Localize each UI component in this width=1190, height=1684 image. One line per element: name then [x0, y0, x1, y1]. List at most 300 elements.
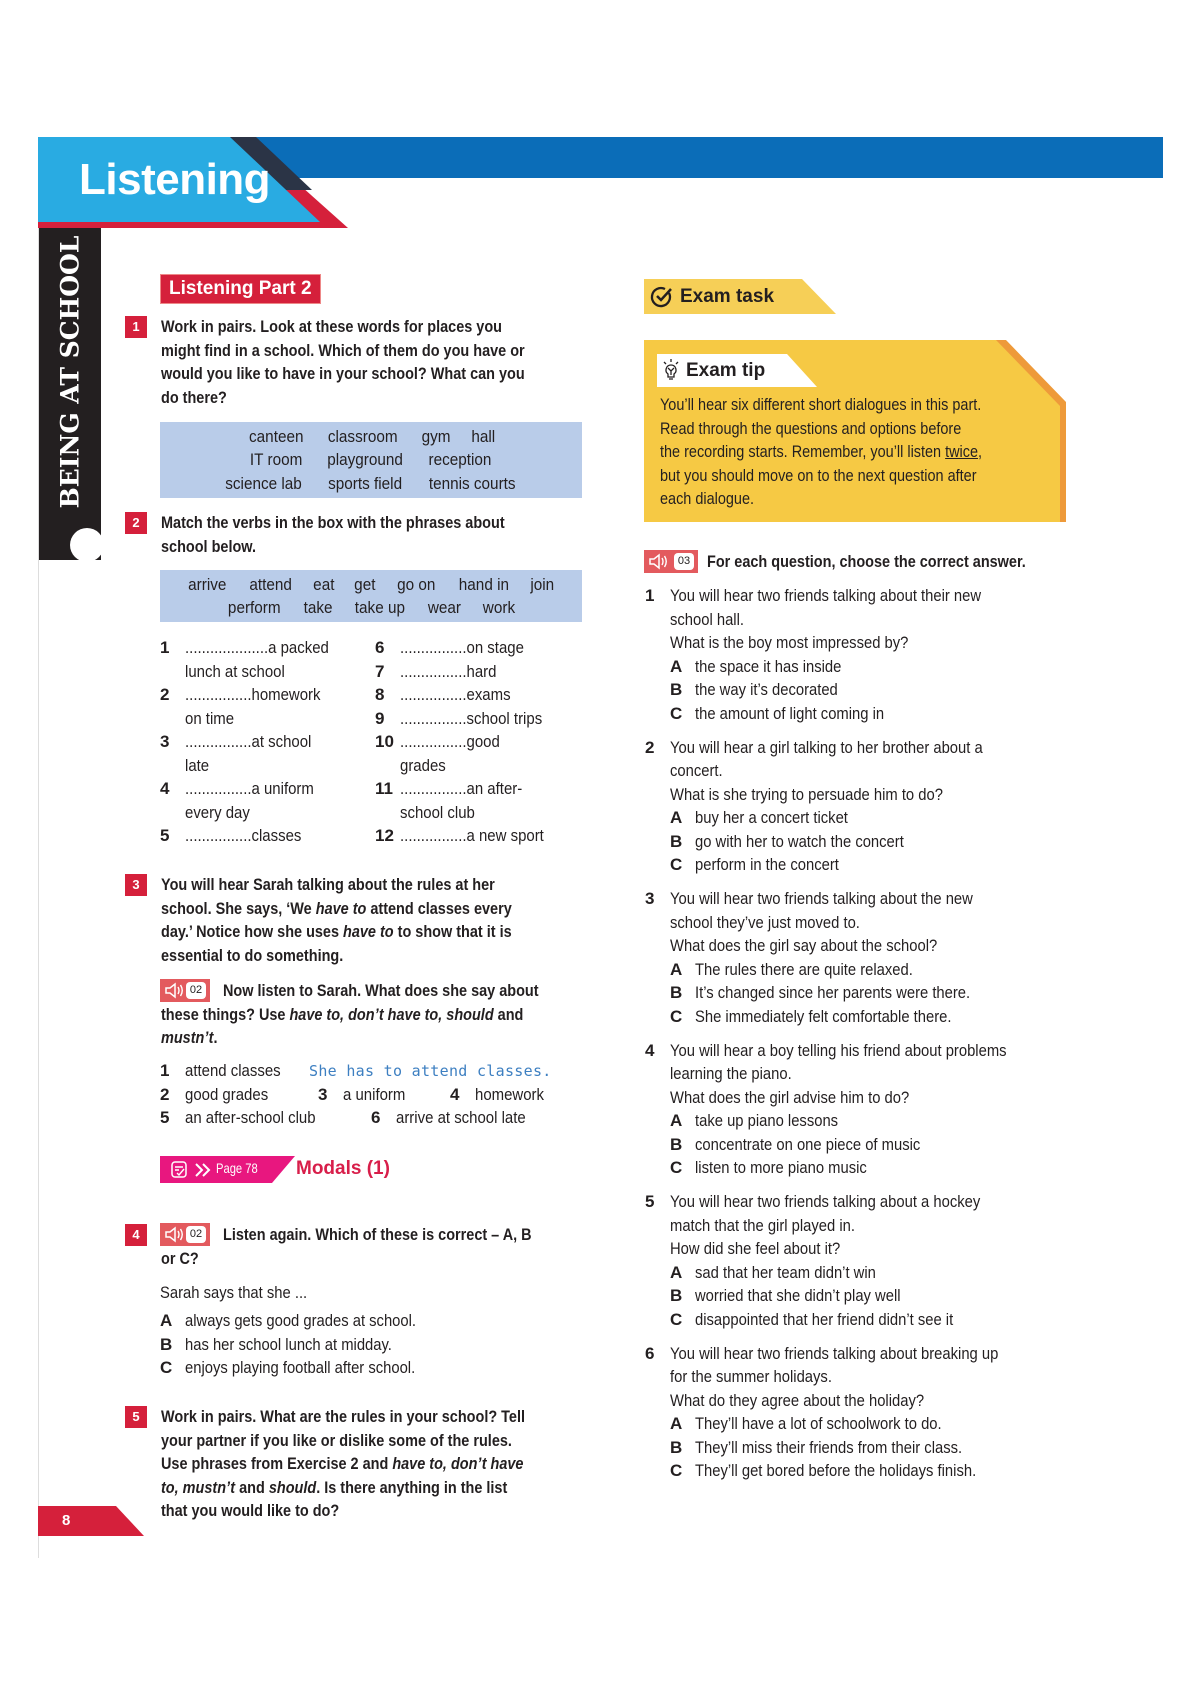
text-line [161, 1026, 539, 1050]
word-row [160, 596, 582, 620]
box-word: canteen [248, 427, 304, 446]
question-text: What does the girl say about the school? [670, 936, 938, 955]
question-context: You will hear two friends talking about the new [670, 889, 973, 908]
question-line [645, 1214, 1065, 1238]
answer-option[interactable] [670, 806, 1065, 830]
text-segment: the recording starts. Remember, you’ll listen [660, 442, 946, 461]
item-line [160, 730, 370, 754]
page-number: 8 [62, 1512, 71, 1529]
list-number: 6 [371, 1108, 381, 1127]
matching-item [160, 683, 370, 730]
option-text: They’ll miss their friends from their class. [695, 1437, 963, 1457]
question-context: match that the girl played in. [670, 1215, 855, 1235]
answer-blank: ................ [185, 779, 252, 798]
option-letter: A [670, 1262, 683, 1282]
answer-option[interactable] [670, 1133, 1065, 1157]
phrase-text: on stage [466, 638, 524, 657]
text-line [161, 511, 505, 535]
answer-option[interactable] [160, 1333, 451, 1357]
phrase-text: school club [400, 802, 475, 822]
text-line [161, 339, 525, 363]
item-phrase [185, 730, 311, 754]
page-number-tab [38, 1506, 144, 1536]
question-line [645, 783, 1065, 807]
option-text: They’ll have a lot of schoolwork to do. [695, 1414, 942, 1433]
option-text: the amount of light coming in [695, 703, 885, 723]
answer-blank: ................ [185, 826, 252, 845]
question-line [645, 736, 1065, 760]
answer-option[interactable] [670, 1308, 1065, 1332]
phrase-text: every day [185, 802, 250, 822]
text-segment: Use phrases from Exercise 2 and [161, 1454, 393, 1473]
text-line [161, 1429, 525, 1453]
phrase-text: a uniform [251, 779, 314, 798]
text-segment: . Is there anything in the list [316, 1477, 508, 1497]
list-number: 1 [160, 1061, 170, 1080]
question-context: You will hear two friends talking about a hockey [670, 1192, 981, 1211]
item-continuation [375, 801, 585, 825]
track-number: 02 [186, 982, 206, 999]
text-segment: Listen again. Which of these is correct – A, B [222, 1225, 532, 1244]
box-word: wear [427, 598, 461, 617]
item-phrase [400, 824, 544, 848]
text-segment: or C? [161, 1248, 199, 1268]
option-text: listen to more piano music [695, 1158, 867, 1177]
question-context: You will hear a girl talking to her brother about a [670, 737, 983, 757]
text-segment: school below. [161, 536, 257, 556]
listen-instruction-lines [161, 979, 605, 1050]
text-line [161, 944, 512, 968]
text-segment: to show that it is [393, 922, 512, 941]
text-line [161, 362, 525, 386]
question-number [645, 1062, 670, 1086]
list-text: homework [475, 1084, 545, 1104]
exam-question [645, 1342, 1065, 1483]
phrase-text: classes [251, 826, 302, 845]
option-letter: C [670, 1006, 683, 1026]
task-instruction [707, 550, 1082, 574]
exercise-number: 1 [125, 316, 147, 338]
question-text: What is she trying to persuade him to do? [670, 784, 943, 804]
exercise-number: 2 [125, 512, 147, 534]
question-line [645, 631, 1065, 655]
italic-text: have to [315, 898, 367, 918]
item-line [375, 730, 585, 754]
item-phrase [400, 707, 542, 731]
question-text: What do they agree about the holiday? [670, 1390, 925, 1410]
option-text: buy her a concert ticket [695, 808, 848, 827]
question-number: 6 [645, 1343, 655, 1363]
exam-question [645, 887, 1065, 1028]
answer-option[interactable] [670, 1261, 1065, 1285]
box-word: take [303, 598, 333, 617]
text-line [161, 1499, 525, 1523]
italic-text: should [268, 1477, 317, 1497]
exam-question [645, 1039, 1065, 1180]
option-letter: A [670, 1111, 683, 1130]
phrase-text: hard [466, 661, 497, 681]
text-segment: might find in a school. Which of them do you have or [161, 340, 525, 360]
question-line [645, 584, 1065, 608]
box-word: work [482, 598, 515, 617]
option-letter: C [670, 1461, 683, 1480]
word-row [160, 472, 582, 496]
instruction-text: For each question, choose the correct answer. [707, 552, 1026, 571]
stem-text: Sarah says that she ... [160, 1283, 308, 1302]
item-number: 4 [160, 779, 170, 798]
list-number: 2 [160, 1084, 170, 1104]
phrase-text: grades [400, 755, 446, 775]
option-text: She immediately felt comfortable there. [695, 1006, 952, 1026]
text-segment: You will hear Sarah talking about the rules at her [161, 875, 495, 894]
option-letter: B [670, 983, 683, 1002]
question-options [645, 1109, 1065, 1180]
text-segment: these things? Use [161, 1004, 290, 1024]
double-chevron-icon [194, 1163, 212, 1177]
box-word: playground [327, 450, 404, 469]
question-context: You will hear a boy telling his friend about problems [670, 1040, 1007, 1060]
matching-items-left [160, 636, 370, 848]
phrase-text: a packed [268, 638, 329, 657]
option-letter: B [670, 1286, 683, 1305]
text-segment: school. She says, ‘We [161, 898, 316, 918]
item-number: 2 [160, 685, 170, 704]
phrase-text: at school [251, 732, 312, 751]
handwritten-example-answer: She has to attend classes. [309, 1062, 552, 1080]
question-context: for the summer holidays. [670, 1367, 832, 1386]
audio-track-button[interactable] [644, 550, 698, 573]
option-letter: C [670, 1158, 683, 1177]
question-number: 3 [645, 889, 655, 908]
option-text: has her school lunch at midday. [185, 1334, 392, 1354]
text-line [660, 487, 982, 511]
question-line [645, 1342, 1065, 1366]
underlined-text: twice [945, 442, 979, 461]
question-options [645, 806, 1065, 877]
answer-option[interactable] [670, 702, 1065, 726]
answer-blank: ................ [185, 685, 252, 704]
unit-label: BEING AT SCHOOL [55, 235, 85, 509]
box-word: go on [397, 575, 436, 594]
question-line [645, 1062, 1065, 1086]
header-strip [230, 137, 1163, 178]
text-segment: Now listen to Sarah. What does she say about [222, 981, 539, 1000]
item-continuation [160, 801, 370, 825]
text-line [161, 535, 505, 559]
question-line [645, 934, 1065, 958]
item-number: 3 [160, 732, 170, 751]
answer-blank: ................ [400, 685, 467, 704]
workbook-icon [170, 1160, 190, 1179]
option-letter: C [670, 703, 683, 723]
list-text: arrive at school late [396, 1108, 526, 1127]
exercise-5-instruction [161, 1405, 589, 1523]
track-number: 03 [674, 553, 694, 570]
answer-option[interactable] [670, 1436, 1065, 1460]
option-text: perform in the concert [695, 855, 839, 874]
question-line [645, 911, 1065, 935]
item-continuation [160, 707, 370, 731]
exam-task-label: Exam task [680, 286, 775, 307]
text-segment: and [493, 1004, 524, 1024]
item-line [375, 777, 585, 801]
box-word: attend [248, 575, 292, 594]
matching-items-right [375, 636, 585, 848]
question-number [645, 911, 670, 935]
option-letter: C [670, 1309, 683, 1329]
part-label: Listening Part 2 [160, 274, 321, 304]
exam-question [645, 1190, 1065, 1331]
phrase-text: a new sport [466, 826, 544, 845]
option-text: They’ll get bored before the holidays finish. [695, 1461, 977, 1480]
answer-blank: ................ [400, 779, 467, 798]
text-segment: Read through the questions and options before [660, 418, 962, 438]
item-phrase [185, 824, 301, 848]
question-line [645, 759, 1065, 783]
question-number: 2 [645, 737, 655, 757]
checkmark-circle-icon [650, 285, 674, 309]
phrase-text: good [466, 732, 500, 751]
matching-item [375, 777, 585, 824]
option-text: take up piano lessons [695, 1111, 839, 1130]
answer-option[interactable] [670, 1005, 1065, 1029]
item-line [375, 824, 585, 848]
list-text: good grades [185, 1084, 269, 1104]
box-word: join [530, 575, 555, 594]
answer-option[interactable] [160, 1356, 451, 1380]
question-number [645, 1214, 670, 1238]
item-number: 9 [375, 708, 385, 728]
grammar-page-ref: Page 78 [216, 1160, 258, 1176]
text-line [161, 1223, 532, 1247]
option-letter: A [670, 1414, 683, 1433]
item-number: 5 [160, 826, 170, 845]
word-row [160, 573, 582, 597]
answer-option[interactable] [670, 981, 1065, 1005]
answer-option[interactable] [670, 1284, 1065, 1308]
question-number: 1 [645, 586, 655, 605]
answer-option[interactable] [670, 1459, 1065, 1483]
item-number: 7 [375, 661, 385, 681]
text-line [660, 417, 982, 441]
question-options [645, 958, 1065, 1029]
option-text: sad that her team didn’t win [695, 1262, 876, 1282]
question-context: You will hear two friends talking about breaking up [670, 1343, 999, 1363]
phrase-text: an after- [466, 779, 523, 798]
item-phrase [400, 660, 496, 684]
phrase-text: late [185, 755, 210, 775]
item-continuation [160, 754, 370, 778]
item-number: 6 [375, 638, 385, 657]
question-line [645, 1389, 1065, 1413]
item-line [375, 683, 585, 707]
option-letter: C [670, 855, 683, 874]
option-letter: B [160, 1334, 173, 1354]
track-number: 02 [186, 1226, 206, 1243]
matching-item [160, 730, 370, 777]
italic-text: have to, don’t have to, should [289, 1004, 494, 1024]
word-row [160, 425, 582, 449]
exam-question [645, 584, 1065, 725]
answer-blank: .................... [185, 638, 269, 657]
list-number: 3 [318, 1084, 328, 1104]
answer-option[interactable] [670, 1109, 1065, 1133]
text-line [161, 873, 512, 897]
matching-item [160, 824, 370, 848]
box-word: get [354, 575, 376, 594]
answer-option[interactable] [670, 1156, 1065, 1180]
grammar-reference-link[interactable] [160, 1156, 295, 1183]
question-number [645, 759, 670, 783]
option-text: enjoys playing football after school. [185, 1358, 416, 1377]
exam-tip-text [660, 393, 1039, 511]
item-line [375, 636, 585, 660]
text-segment: do there? [161, 387, 227, 407]
box-word: hall [471, 427, 495, 446]
option-text: always gets good grades at school. [185, 1311, 417, 1330]
matching-item [375, 707, 585, 731]
question-line [645, 1237, 1065, 1261]
exam-tip-label: Exam tip [686, 360, 766, 381]
answer-option[interactable] [160, 1309, 451, 1333]
question-context: concert. [670, 761, 723, 780]
exercise-2-instruction [161, 511, 565, 558]
italic-text: have to [343, 922, 394, 941]
item-phrase [400, 730, 500, 754]
option-letter: C [160, 1358, 173, 1377]
spacer [645, 934, 670, 958]
question-line [645, 1039, 1065, 1063]
box-word: arrive [188, 575, 227, 594]
text-segment: each dialogue. [660, 489, 755, 508]
answer-option[interactable] [670, 830, 1065, 854]
box-word: classroom [328, 427, 398, 446]
list-text: attend classes [185, 1061, 281, 1080]
option-text: worried that she didn’t play well [695, 1286, 901, 1305]
answer-blank: ................ [400, 638, 467, 657]
option-text: the way it’s decorated [695, 680, 838, 699]
exam-question [645, 736, 1065, 877]
exercise-3-list [160, 1059, 590, 1131]
phrase-text: homework [251, 685, 321, 704]
item-line [160, 824, 370, 848]
option-letter: A [670, 959, 683, 979]
answer-option[interactable] [670, 853, 1065, 877]
option-letter: A [670, 808, 683, 827]
list-number: 5 [160, 1108, 170, 1127]
box-word: reception [428, 450, 492, 469]
option-text: disappointed that her friend didn’t see it [695, 1309, 954, 1329]
question-context: school hall. [670, 609, 745, 629]
item-line [375, 660, 585, 684]
option-text: the space it has inside [695, 656, 842, 676]
speaker-icon [648, 553, 668, 570]
text-segment: You’ll hear six different short dialogues in this part. [660, 395, 982, 414]
spacer [645, 631, 670, 655]
exercise-4-stem [160, 1281, 329, 1305]
verbs-word-box [160, 570, 582, 622]
text-segment: your partner if you like or dislike some of the rules. [161, 1430, 512, 1450]
answer-blank: ................ [185, 732, 252, 751]
spacer [645, 1086, 670, 1110]
exercise-4-instruction [161, 1223, 597, 1270]
phrase-text: lunch at school [185, 661, 285, 681]
matching-item [375, 636, 585, 660]
answer-option[interactable] [670, 958, 1065, 982]
word-row [160, 448, 582, 472]
question-context: learning the piano. [670, 1064, 792, 1083]
box-word: IT room [249, 450, 303, 469]
item-number: 8 [375, 685, 385, 704]
text-line [161, 979, 539, 1003]
option-text: It’s changed since her parents were there. [695, 983, 971, 1002]
sidebar-notch [70, 528, 104, 562]
box-word: eat [313, 575, 335, 594]
question-number: 5 [645, 1192, 655, 1211]
places-word-box [160, 422, 582, 498]
text-segment: . [213, 1028, 218, 1047]
item-phrase [185, 683, 321, 707]
italic-text: have to, don’t have [392, 1454, 524, 1473]
option-text: The rules there are quite relaxed. [695, 959, 913, 979]
question-options [645, 655, 1065, 726]
question-text: How did she feel about it? [670, 1239, 841, 1258]
item-phrase [400, 636, 524, 660]
question-line [645, 1365, 1065, 1389]
box-word: science lab [225, 474, 302, 493]
item-continuation [375, 754, 585, 778]
text-line [161, 1003, 539, 1027]
text-segment: , [978, 442, 983, 461]
text-segment: Work in pairs. What are the rules in your school? Tell [161, 1407, 525, 1426]
text-line [161, 1405, 525, 1429]
item-phrase [400, 683, 511, 707]
item-phrase [185, 777, 314, 801]
answer-blank: ................ [400, 732, 467, 751]
answer-option[interactable] [670, 655, 1065, 679]
exercise-number: 5 [125, 1406, 147, 1428]
text-segment: that you would like to do? [161, 1501, 340, 1520]
matching-item [375, 730, 585, 777]
text-line [660, 440, 982, 464]
matching-item [375, 824, 585, 848]
option-text: go with her to watch the concert [695, 831, 904, 851]
box-word: hand in [458, 575, 509, 594]
question-context: school they’ve just moved to. [670, 912, 860, 932]
answer-option[interactable] [670, 1412, 1065, 1436]
item-number: 1 [160, 638, 170, 657]
text-line [660, 464, 982, 488]
question-number [645, 1365, 670, 1389]
answer-option[interactable] [670, 678, 1065, 702]
option-letter: A [160, 1311, 173, 1330]
text-line [161, 1452, 525, 1476]
exercise-number: 3 [125, 874, 147, 896]
italic-text: to, mustn’t [161, 1477, 236, 1497]
text-segment: Match the verbs in the box with the phrases about [161, 513, 505, 532]
text-segment: essential to do something. [161, 945, 344, 965]
option-letter: B [670, 1437, 683, 1457]
section-title: Listening [79, 155, 271, 204]
question-line [645, 1086, 1065, 1110]
grammar-topic-title[interactable]: Modals (1) [296, 1158, 390, 1179]
exercise-3-instruction [161, 873, 574, 967]
text-line [161, 386, 525, 410]
item-number: 10 [375, 732, 394, 751]
text-segment: attend classes every [366, 898, 512, 918]
spacer [645, 1389, 670, 1413]
text-segment: Work in pairs. Look at these words for places you [161, 317, 502, 336]
